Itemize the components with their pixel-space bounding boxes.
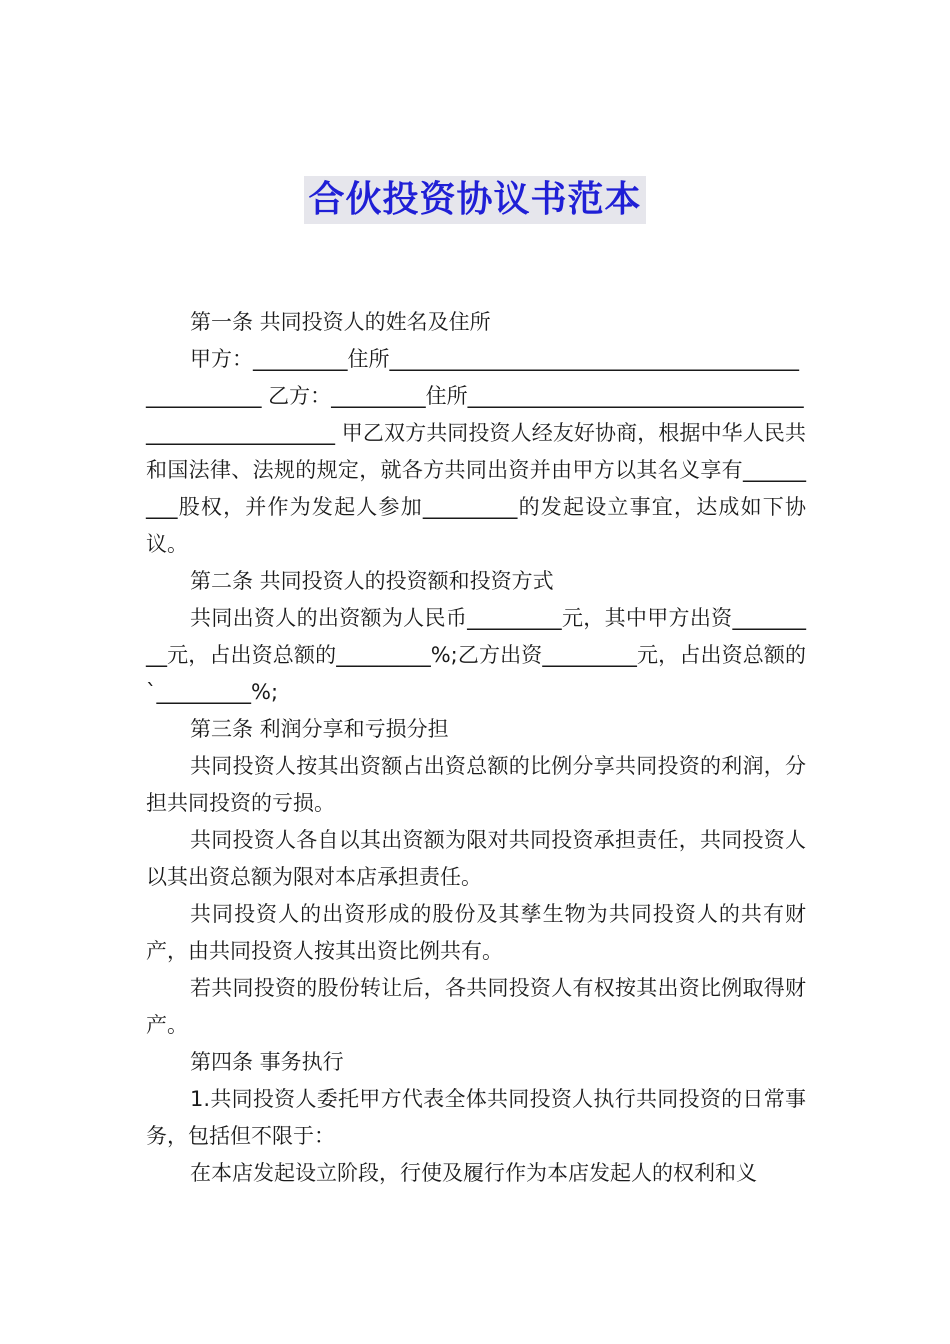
profit-sharing-paragraph: 共同投资人按其出资额占出资总额的比例分享共同投资的利润，分担共同投资的亏损。 [146, 754, 806, 815]
article-2-heading: 第二条 共同投资人的投资额和投资方式 [190, 569, 554, 593]
liability-paragraph: 共同投资人各自以其出资额为限对共同投资承担责任，共同投资人以其出资总额为限对本店承担责任。 [146, 828, 806, 889]
founding-stage-paragraph: 在本店发起设立阶段，行使及履行作为本店发起人的权利和义 [190, 1161, 757, 1185]
party-a-line: 甲方：_________住所_______________________________________ [190, 347, 799, 371]
document-title: 合伙投资协议书范本 [304, 176, 645, 224]
delegation-paragraph: 1.共同投资人委托甲方代表全体共同投资人执行共同投资的日常事务，包括但不限于： [146, 1087, 806, 1148]
article-3-heading: 第三条 利润分享和亏损分担 [190, 717, 449, 741]
joint-property-paragraph: 共同投资人的出资形成的股份及其孳生物为共同投资人的共有财产，由共同投资人按其出资比例共有。 [146, 902, 806, 963]
title-container [0, 176, 950, 224]
article-1-heading: 第一条 共同投资人的姓名及住所 [190, 310, 491, 334]
party-b-line: ___________ 乙方：_________住所________________________________ [146, 384, 804, 408]
contribution-paragraph: 共同出资人的出资额为人民币_________元，其中甲方出资_________元，占出资总额的_________%;乙方出资_________元，占出资总额的`_________%; [146, 606, 806, 704]
preamble-paragraph: __________________ 甲乙双方共同投资人经友好协商，根据中华人民共和国法律、法规的规定，就各方共同出资并由甲方以其名义享有_________股权，并作为发起人参加_________的发起设立事宜，达成如下协议。 [146, 421, 806, 556]
article-4-heading: 第四条 事务执行 [190, 1050, 344, 1074]
transfer-paragraph: 若共同投资的股份转让后，各共同投资人有权按其出资比例取得财产。 [146, 976, 806, 1037]
document-body [146, 304, 806, 1192]
